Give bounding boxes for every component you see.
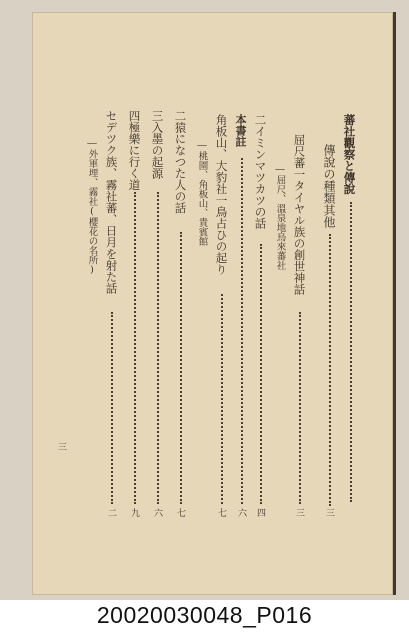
toc-subentry: ―外軍埋、霧社(櫻花の名所): [86, 138, 98, 276]
toc-entry: 四極樂に行く道: [127, 110, 142, 191]
leader-dots: [299, 312, 301, 504]
page-number: 九: [129, 508, 139, 517]
leader-dots: [134, 192, 136, 504]
page-number: 三: [324, 508, 334, 517]
toc-subentry: ―桃園、角板山、貴賓館: [196, 140, 208, 246]
leader-dots: [241, 158, 243, 504]
page-number: 六: [152, 508, 162, 517]
toc-entry: 三入墨の起源: [150, 110, 165, 179]
book-page: [32, 12, 396, 595]
leader-dots: [221, 294, 223, 504]
toc-entry: 本書註: [234, 114, 247, 147]
leader-dots: [350, 202, 352, 502]
leader-dots: [157, 192, 159, 504]
page-number: 四: [255, 508, 265, 517]
toc-entry: 屈尺蕃一タイヤル族の創世神話: [292, 134, 307, 295]
leader-dots: [180, 232, 182, 504]
page-number: 二: [106, 508, 116, 517]
section-heading: 蕃社觀察と傳說: [342, 114, 357, 195]
toc-entry: 二イミンマツカツの話: [253, 114, 268, 229]
toc-entry: 二猿になつた人の話: [173, 110, 188, 214]
page-folio: 三: [58, 443, 68, 453]
page-number: 六: [236, 508, 246, 517]
leader-dots: [111, 312, 113, 504]
image-caption: 20020030048_P016: [96, 602, 313, 628]
toc-entry: セデツク族、霧社蕃、日月を射た話: [104, 110, 119, 294]
leader-dots: [329, 234, 331, 506]
page-number: 七: [216, 508, 226, 517]
leader-dots: [260, 244, 262, 504]
toc-entry: 角板山、大豹社一鳥占ひの起り: [214, 114, 229, 275]
toc-entry: 傳說の種類其他: [322, 144, 336, 228]
page-number: 七: [175, 508, 185, 517]
page-number: 三: [294, 508, 304, 517]
toc-subentry: ―屈尺、溫泉地烏來蕃社: [274, 164, 286, 270]
